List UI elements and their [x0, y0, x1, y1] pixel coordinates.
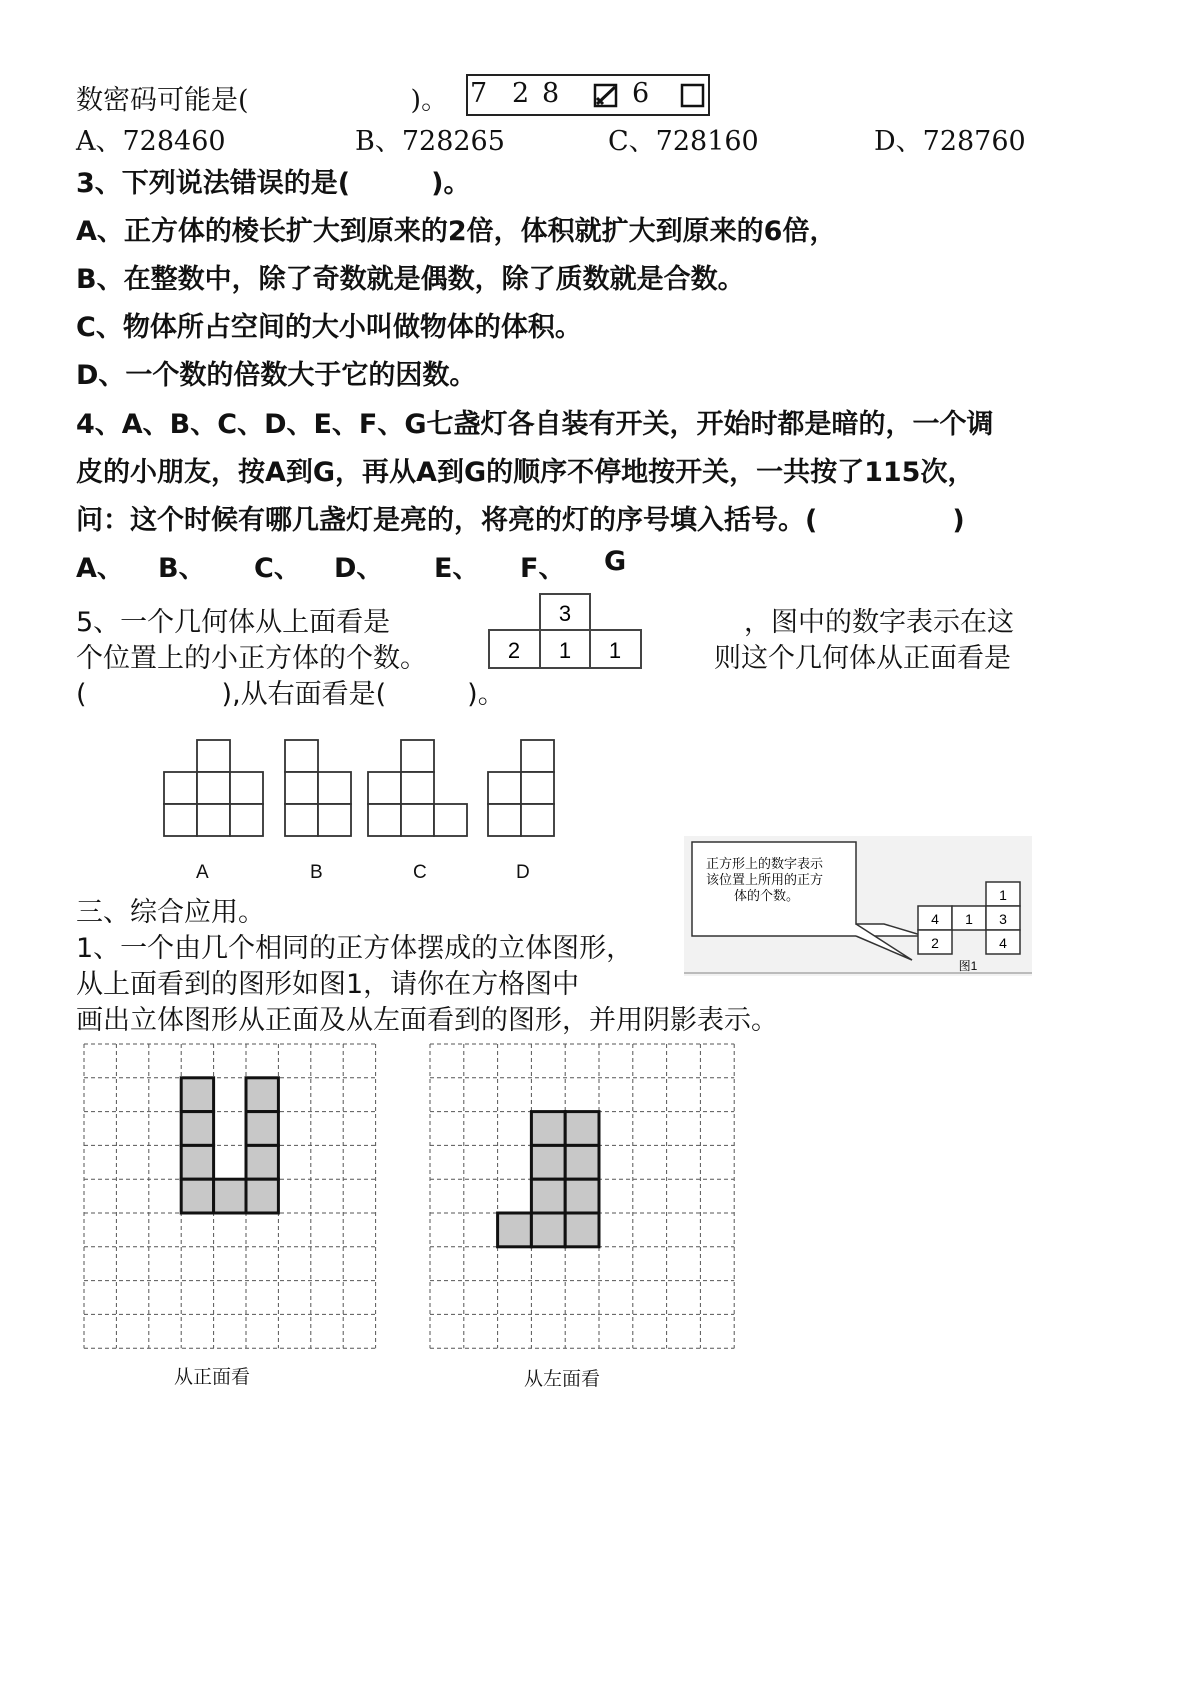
q3-option-d: D、一个数的倍数大于它的因数。: [76, 360, 477, 391]
shaded-cell: [181, 1112, 213, 1146]
q4-line-2: 皮的小朋友，按A到G，再从A到G的顺序不停地按开关，一共按了115次，: [76, 457, 975, 488]
q2-option-b: B、728265: [355, 126, 505, 157]
left-view-grid[interactable]: [430, 1044, 736, 1352]
shaded-cell: [565, 1179, 599, 1213]
q5-choice-label-d: D: [516, 862, 530, 883]
shaded-cell: [181, 1179, 213, 1213]
q4-light-c: C、: [254, 553, 301, 584]
shaded-cell: [531, 1179, 565, 1213]
shaded-cell: [531, 1112, 565, 1146]
front-view-grid[interactable]: [84, 1044, 378, 1352]
shaded-cell: [246, 1145, 278, 1179]
fig1-caption: 图1: [958, 959, 978, 973]
shaded-cell: [565, 1145, 599, 1179]
shaded-cell: [181, 1145, 213, 1179]
q5-choice-label-b: B: [310, 862, 323, 883]
empty-box-icon: [681, 84, 705, 108]
q3-option-a: A、正方体的棱长扩大到原来的2倍，体积就扩大到原来的6倍，: [76, 216, 837, 247]
checked-box-icon: [594, 84, 618, 108]
left-view-caption: 从左面看: [524, 1369, 601, 1390]
s3-q1-line-1: 1、一个由几个相同的正方体摆成的立体图形，: [76, 933, 634, 964]
q5-choice-b-figure: [285, 740, 353, 840]
q5-choice-label-c: C: [413, 862, 427, 883]
q2-stem: 数密码可能是( )。: [76, 85, 449, 116]
q4-line-3: 问：这个时候有哪几盏灯是亮的，将亮的灯的序号填入括号。( ): [76, 505, 965, 536]
top-view-cell-mid: 1: [558, 638, 572, 663]
fig1-cell-r3c3: 4: [999, 935, 1007, 951]
q5-line-2b: 则这个几何体从正面看是: [714, 643, 1011, 674]
q5-choice-label-a: A: [196, 862, 209, 883]
q3-stem: 3、下列说法错误的是( )。: [76, 168, 471, 199]
code-digit-5: 6: [632, 78, 650, 109]
q2-option-c: C、728160: [608, 126, 759, 157]
fig1-cell-r2c1: 4: [931, 911, 939, 927]
fig1-cell-r2c3: 3: [999, 911, 1007, 927]
s3-q1-line-2: 从上面看到的图形如图1，请你在方格图中: [76, 969, 580, 1000]
figure-1: [684, 836, 1032, 976]
shaded-cell: [565, 1112, 599, 1146]
callout-line-3: 体的个数。: [734, 888, 800, 903]
shaded-cell: [531, 1213, 565, 1247]
s3-q1-line-3: 画出立体图形从正面及从左面看到的图形，并用阴影表示。: [76, 1005, 778, 1036]
q2-option-a: A、728460: [76, 126, 226, 157]
shaded-cell: [246, 1078, 278, 1112]
q4-line-1: 4、A、B、C、D、E、F、G七盏灯各自装有开关，开始时都是暗的，一个调: [76, 409, 994, 440]
fig1-cell-r2c2: 1: [965, 911, 973, 927]
top-view-cell-left: 2: [507, 638, 521, 663]
shaded-cell: [246, 1112, 278, 1146]
code-digit-3: 8: [542, 78, 560, 109]
front-view-caption: 从正面看: [174, 1367, 251, 1388]
q2-option-d: D、728760: [874, 126, 1026, 157]
top-view-cell-top: 3: [558, 601, 572, 626]
q5-choice-d-figure: [488, 740, 556, 840]
callout-line-1: 正方形上的数字表示: [706, 856, 824, 871]
callout-line-2: 该位置上所用的正方: [706, 872, 824, 887]
q5-line-1a: 5、一个几何体从上面看是: [76, 607, 391, 638]
shaded-cell: [181, 1078, 213, 1112]
section-3-title: 三、综合应用。: [76, 897, 265, 928]
shaded-cell: [246, 1179, 278, 1213]
q3-option-b: B、在整数中，除了奇数就是偶数，除了质数就是合数。: [76, 264, 745, 295]
shaded-cell: [498, 1213, 532, 1247]
q5-top-view-figure: [486, 590, 646, 672]
shaded-cell: [531, 1145, 565, 1179]
password-box: [466, 74, 710, 116]
q3-option-c: C、物体所占空间的大小叫做物体的体积。: [76, 312, 582, 343]
q4-light-g: G: [604, 546, 627, 577]
q5-line-3: ( ),从右面看是( )。: [76, 679, 505, 710]
code-digit-1: 7: [470, 78, 488, 109]
q4-light-e: E、: [434, 553, 480, 584]
q4-light-b: B、: [158, 553, 206, 584]
shaded-cell: [565, 1213, 599, 1247]
code-digit-2: 2: [512, 78, 530, 109]
q5-choice-c-figure: [368, 740, 468, 840]
q5-line-1b: ，图中的数字表示在这: [744, 607, 1014, 638]
fig1-cell-r1c3: 1: [999, 887, 1007, 903]
q4-light-f: F、: [520, 553, 566, 584]
q4-light-a: A、: [76, 553, 124, 584]
q5-choice-a-figure: [164, 740, 264, 840]
top-view-cell-right: 1: [608, 638, 622, 663]
shaded-cell: [214, 1179, 246, 1213]
q4-light-d: D、: [334, 553, 384, 584]
fig1-cell-r3c1: 2: [931, 935, 939, 951]
q5-line-2a: 个位置上的小正方体的个数。: [76, 643, 427, 674]
